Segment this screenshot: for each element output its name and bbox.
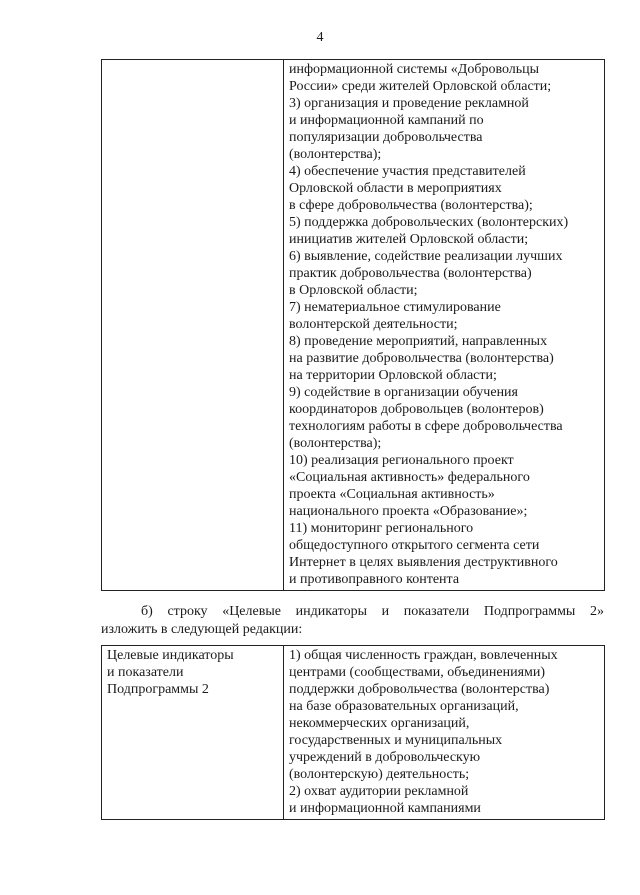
- text-line: 10) реализация регионального проект: [289, 453, 514, 468]
- text-line: 6) выявление, содействие реализации лучших: [289, 249, 563, 264]
- task-list: [284, 60, 604, 590]
- text-line: 1) общая численность граждан, вовлеченных: [289, 648, 558, 663]
- text-line: Орловской области в мероприятиях: [289, 181, 502, 196]
- text-line: в сфере добровольчества (волонтерства);: [289, 198, 533, 213]
- text-line: и показатели: [107, 665, 184, 680]
- text-line: национального проекта «Образование»;: [289, 504, 528, 519]
- text-line: (волонтерства);: [289, 147, 382, 162]
- table-cell-content: [284, 60, 605, 591]
- program-table-continued: [101, 59, 605, 591]
- text-line: России» среди жителей Орловской области;: [289, 79, 552, 94]
- text-line: 9) содействие в организации обучения: [289, 385, 518, 400]
- text-line: на территории Орловской области;: [289, 368, 497, 383]
- text-line: 8) проведение мероприятий, направленных: [289, 334, 548, 349]
- amendment-line: б) строку «Целевые индикаторы и показатели Подпрограммы 2»: [141, 604, 604, 619]
- text-line: на базе образовательных организаций,: [289, 699, 519, 714]
- text-line: Интернет в целях выявления деструктивного: [289, 555, 558, 570]
- text-line: 7) нематериальное стимулирование: [289, 300, 501, 315]
- text-line: учреждений в добровольческую: [289, 750, 481, 765]
- indicator-list: [284, 646, 604, 819]
- text-line: Целевые индикаторы: [107, 648, 234, 663]
- text-line: популяризации добровольчества: [289, 130, 483, 145]
- amendment-line: изложить в следующей редакции:: [101, 622, 303, 637]
- text-line: информационной системы «Добровольцы: [289, 62, 540, 77]
- target-indicators-table: [101, 645, 605, 820]
- text-line: 4) обеспечение участия представителей: [289, 164, 526, 179]
- text-line: общедоступного открытого сегмента сети: [289, 538, 540, 553]
- table-cell-label: [102, 646, 284, 820]
- text-line: 2) охват аудитории рекламной: [289, 784, 469, 799]
- text-line: координаторов добровольцев (волонтеров): [289, 402, 544, 417]
- table-row: [102, 60, 605, 591]
- text-line: практик добровольчества (волонтерства): [289, 266, 532, 281]
- text-line: проекта «Социальная активность»: [289, 487, 495, 502]
- text-line: (волонтерства);: [289, 436, 382, 451]
- text-line: волонтерской деятельности;: [289, 317, 458, 332]
- text-line: Подпрограммы 2: [107, 682, 209, 697]
- text-line: центрами (сообществами, объединениями): [289, 665, 546, 680]
- text-line: и информационной кампаний по: [289, 113, 484, 128]
- table-row: [102, 646, 605, 820]
- text-line: (волонтерскую) деятельность;: [289, 767, 470, 782]
- text-line: и информационной кампаниями: [289, 801, 481, 816]
- text-line: поддержки добровольчества (волонтерства): [289, 682, 550, 697]
- table-cell-content: [284, 646, 605, 820]
- row-title: [102, 646, 283, 700]
- text-line: государственных и муниципальных: [289, 733, 503, 748]
- text-line: 5) поддержка добровольческих (волонтерских): [289, 215, 569, 230]
- text-line: на развитие добровольчества (волонтерства): [289, 351, 554, 366]
- page-number: 4: [316, 30, 324, 45]
- text-line: 3) организация и проведение рекламной: [289, 96, 529, 111]
- text-line: инициатив жителей Орловской области;: [289, 232, 529, 247]
- text-line: некоммерческих организаций,: [289, 716, 470, 731]
- amendment-paragraph: [101, 603, 604, 639]
- text-line: 11) мониторинг регионального: [289, 521, 474, 536]
- text-line: технологиям работы в сфере добровольчества: [289, 419, 563, 434]
- text-line: и противоправного контента: [289, 572, 460, 587]
- text-line: в Орловской области;: [289, 283, 418, 298]
- text-line: «Социальная активность» федерального: [289, 470, 530, 485]
- table-cell-label: [102, 60, 284, 591]
